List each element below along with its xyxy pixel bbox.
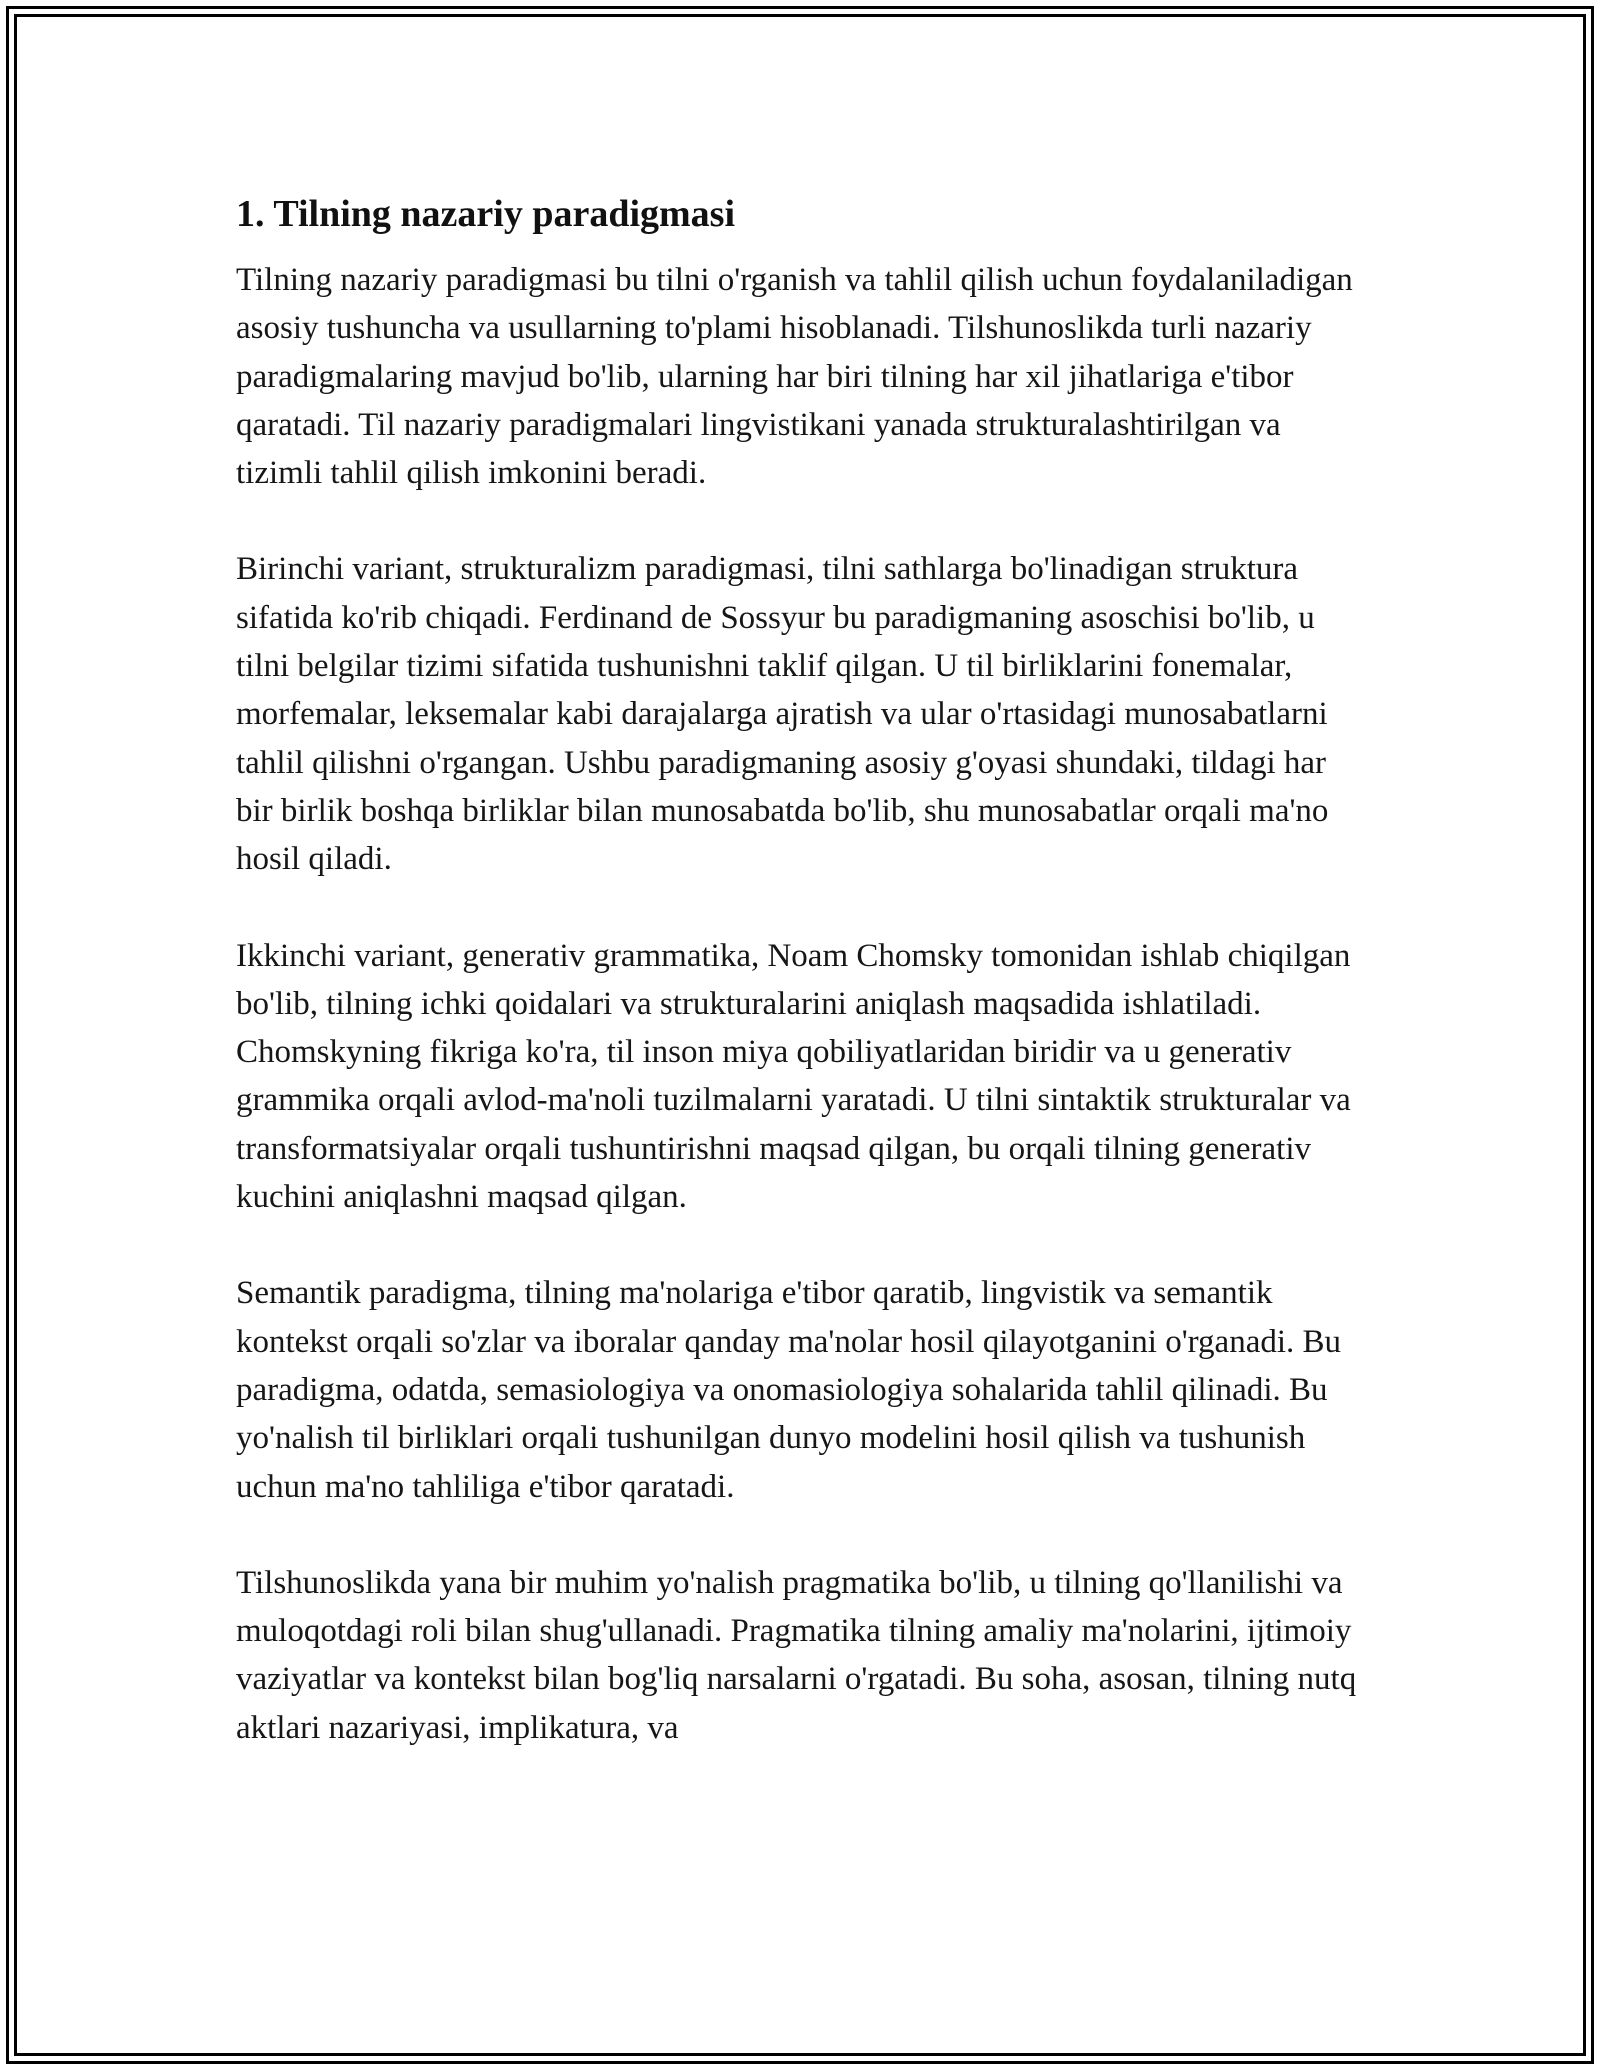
section-heading: 1. Tilning nazariy paradigmasi [236, 193, 736, 235]
paragraph-pragmatics: Tilshunoslikda yana bir muhim yo'nalish pragmatika bo'lib, u tilning qo'llanilishi va muloqotdagi roli bilan shug'ullanadi. Pragmatika tilning amaliy ma'nolarini, ijtimoiy vaziyatlar va kontekst bilan bog'liq narsalarni o'rgatadi. Bu soha, asosan, tilning nutq aktlari nazariyasi, implikatura, va [236, 1564, 1357, 1746]
document-body [236, 186, 1366, 1800]
paragraph-intro: Tilning nazariy paradigmasi bu tilni o'rganish va tahlil qilish uchun foydalaniladigan asosiy tushuncha va usullarning to'plami hisoblanadi. Tilshunoslikda turli nazariy paradigmalaring mavjud bo'lib, ularning har biri tilning har xil jihatlariga e'tibor qaratadi. Til nazariy paradigmalari lingvistikani yanada strukturalashtirilgan va tizimli tahlil qilish imkonini beradi. [236, 262, 1353, 492]
paragraph-semantic-paradigm: Semantik paradigma, tilning ma'nolariga e'tibor qaratib, lingvistik va semantik kontekst orqali so'zlar va iboralar qanday ma'nolar hosil qilayotganini o'rganadi. Bu paradigma, odatda, semasiologiya va onomasiologiya sohalarida tahlil qilinadi. Bu yo'nalish til birliklari orqali tushunilgan dunyo modelini hosil qilish va tushunish uchun ma'no tahliliga e'tibor qaratadi. [236, 1275, 1342, 1505]
paragraph-generative-grammar: Ikkinchi variant, generativ grammatika, Noam Chomsky tomonidan ishlab chiqilgan bo'lib, tilning ichki qoidalari va strukturalarini aniqlash maqsadida ishlatiladi. Chomskyning fikriga ko'ra, til inson miya qobiliyatlaridan biridir va u generativ grammika orqali avlod-ma'noli tuzilmalarni yaratadi. U tilni sintaktik strukturalar va transformatsiyalar orqali tushuntirishni maqsad qilgan, bu orqali tilning generativ kuchini aniqlashni maqsad qilgan. [236, 937, 1351, 1216]
paragraph-structuralism: Birinchi variant, strukturalizm paradigmasi, tilni sathlarga bo'linadigan struktura sifatida ko'rib chiqadi. Ferdinand de Sossyur bu paradigmaning asoschisi bo'lib, u tilni belgilar tizimi sifatida tushunishni taklif qilgan. U til birliklarini fonemalar, morfemalar, leksemalar kabi darajalarga ajratish va ular o'rtasidagi munosabatlarni tahlil qilishni o'rgangan. Ushbu paradigmaning asosiy g'oyasi shundaki, tildagi har bir birlik boshqa birliklar bilan munosabatda bo'lib, shu munosabatlar orqali ma'no hosil qiladi. [236, 551, 1329, 878]
